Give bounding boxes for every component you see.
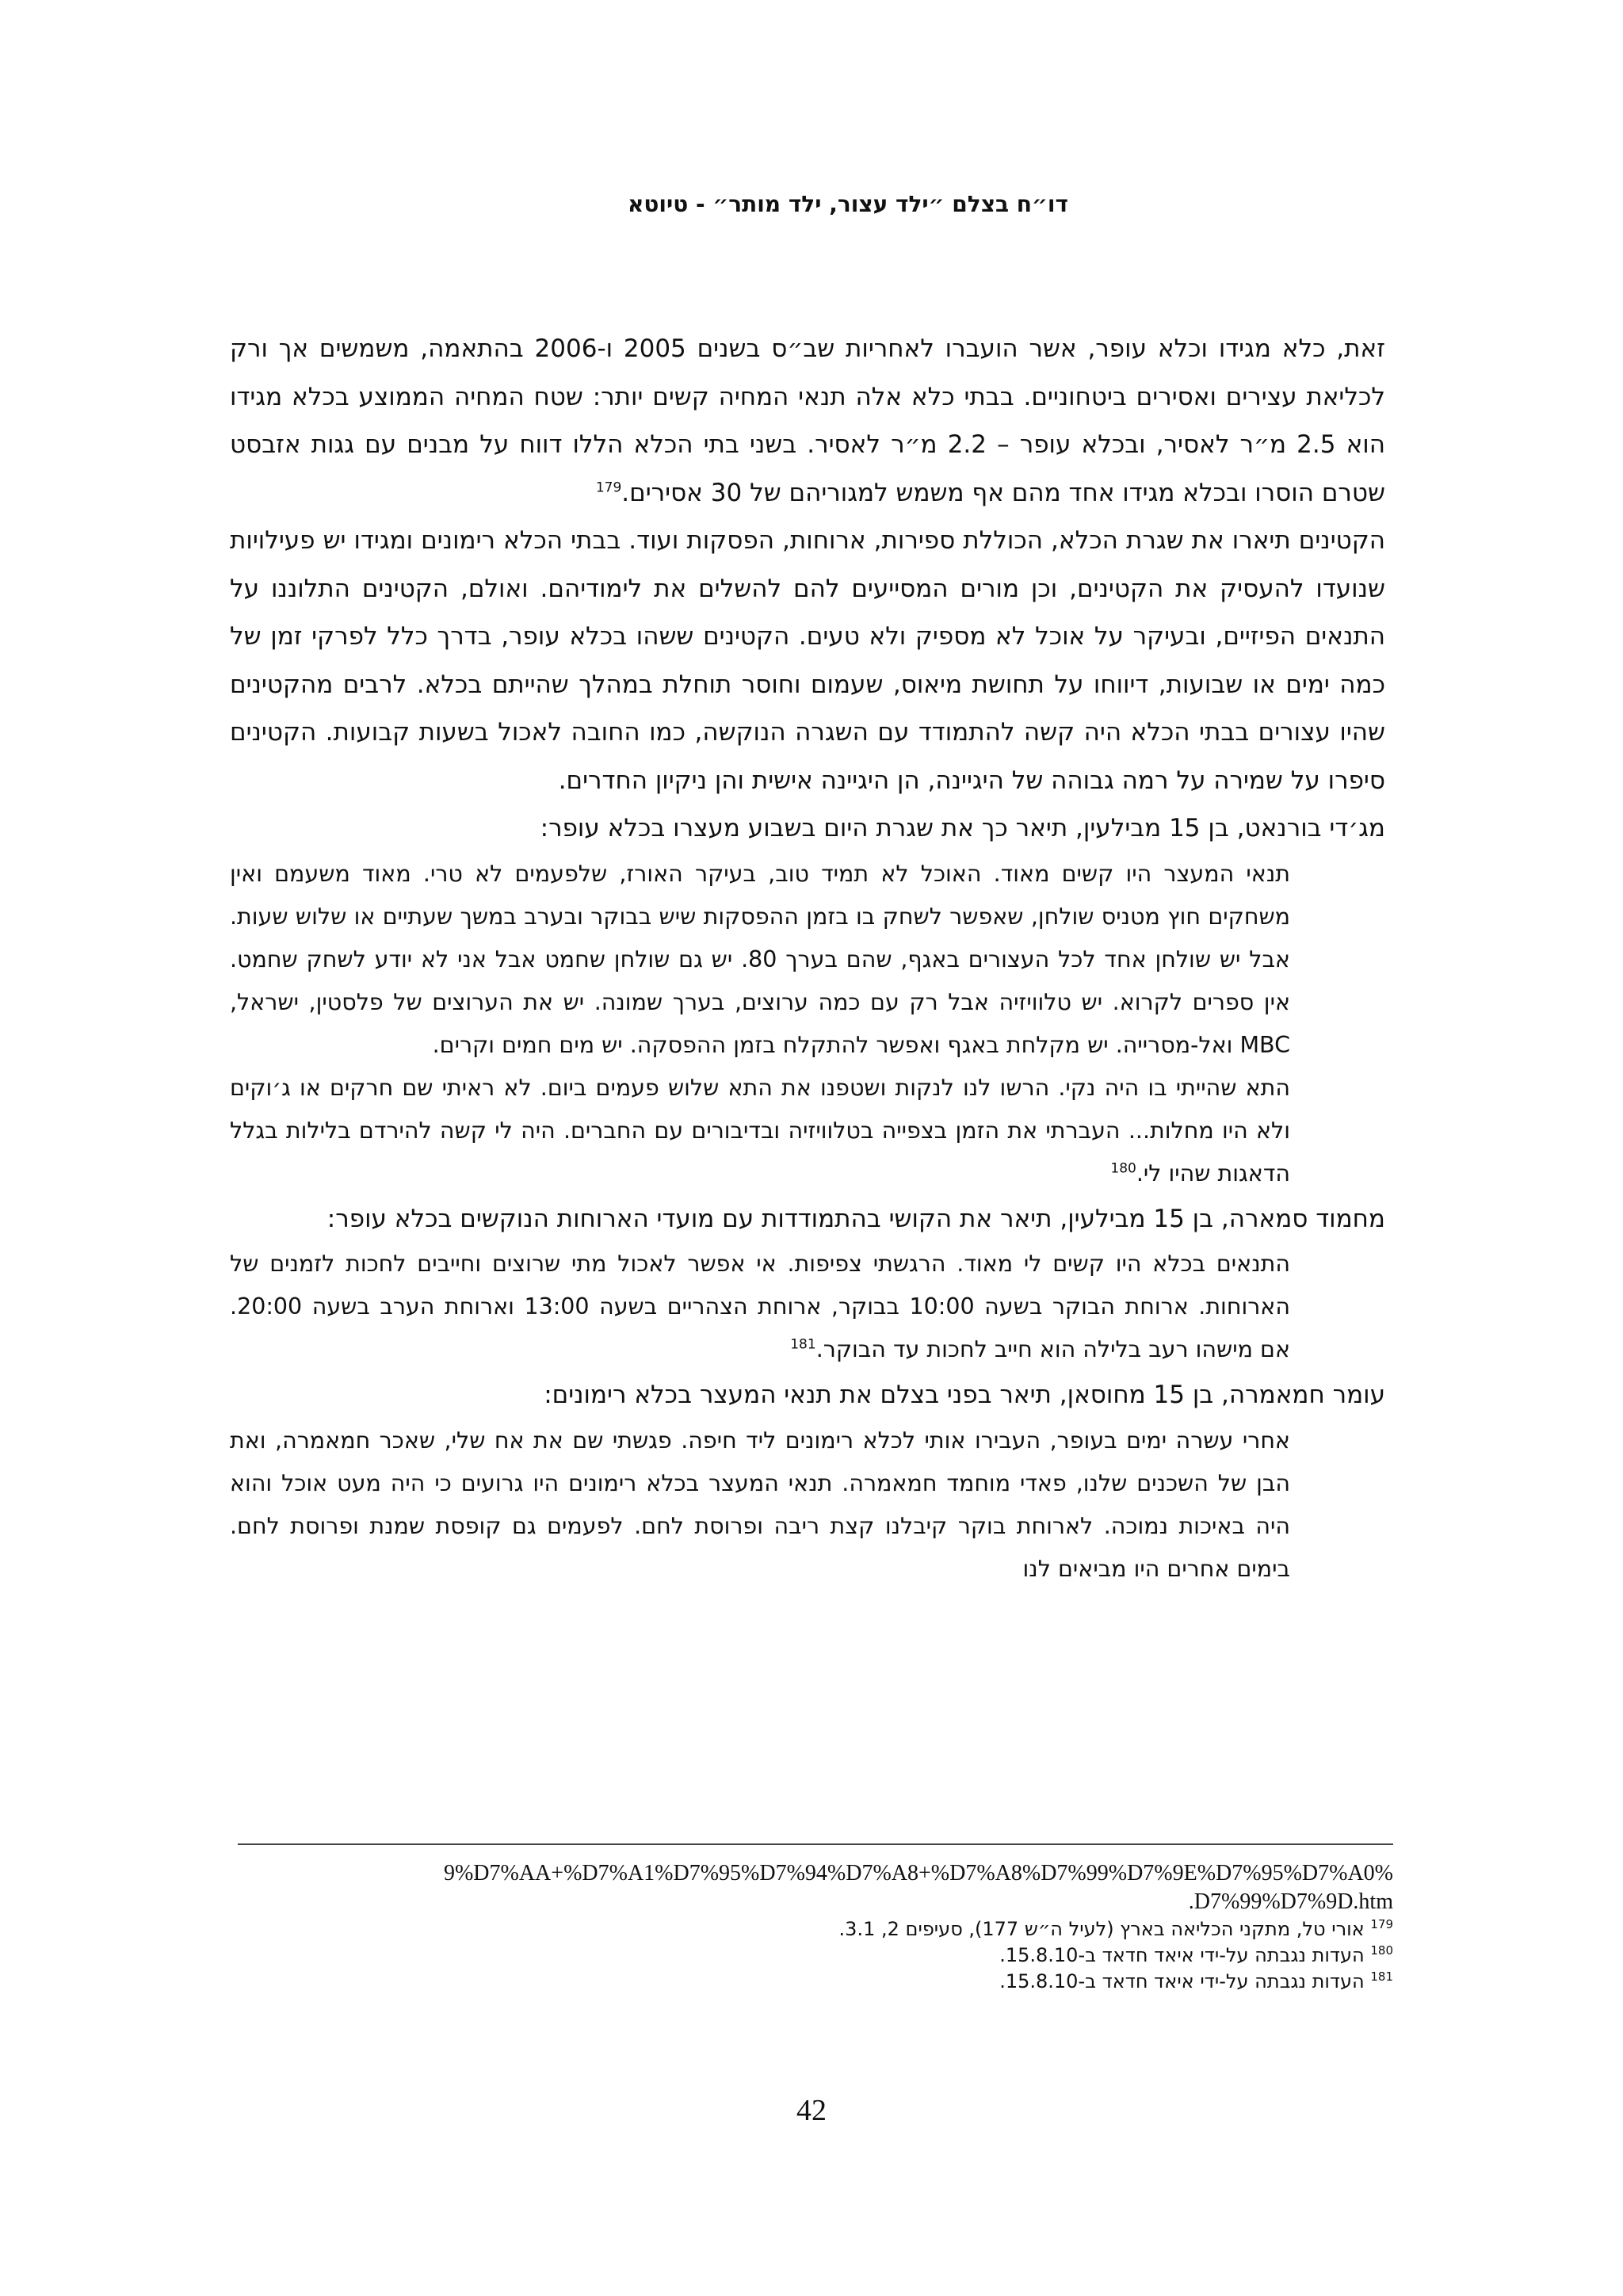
footnote-179: [230, 1916, 1393, 1943]
footnote-number: 179: [1370, 1917, 1393, 1931]
testimony-intro-omar: עומר חמאמרה, בן 15 מחוסאן, תיאר בפני בצלם את תנאי המעצר בכלא רימונים:: [544, 1381, 1385, 1409]
quote-paragraph: [230, 1243, 1290, 1371]
paragraph-routine: הקטינים תיארו את שגרת הכלא, הכוללת ספירות, ארוחות, הפסקות ועוד. בבתי הכלא רימונים ומגידו יש פעילויות שנועדו להעסיק את הקטינים, וכן מורים המסייעים להם להשלים את לימודיהם. ואולם, הקטינים התלוננו על התנאים הפיזיים, ובעיקר על אוכל לא מספיק ולא טעים. הקטינים ששהו בכלא עופר, בדרך כלל לפרקי זמן של כמה ימים או שבועות, דיווחו על תחושת מיאוס, שעמום וחוסר תוחלת במהלך שהייתם בכלא. לרבים מהקטינים שהיו עצורים בבתי הכלא היה קשה להתמודד עם השגרה הנוקשה, כמו החובה לאכול בשעות קבועות. הקטינים סיפרו על שמירה על רמה גבוהה של היגיינה, הן היגיינה אישית והן ניקיון החדרים.: [230, 526, 1385, 795]
footnote-separator: [238, 1843, 1393, 1845]
paragraph-text: זאת, כלא מגידו וכלא עופר, אשר הועברו לאחריות שב״ס בשנים 2005 ו-2006 בהתאמה, משמשים אך ורק לכליאת עצירים ואסירים ביטחוניים. בבתי כלא אלה תנאי המחיה קשים יותר: שטח המחיה הממוצע בכלא מגידו הוא 2.5 מ״ר לאסיר, ובכלא עופר – 2.2 מ״ר לאסיר. בשני בתי הכלא הללו דווח על מבנים עם גגות אזבסט שטרם הוסרו ובכלא מגידו אחד מהם אף משמש למגוריהם של 30 אסירים.: [230, 334, 1385, 507]
quote-paragraph: אחרי עשרה ימים בעופר, העבירו אותי לכלא רימונים ליד חיפה. פגשתי שם את אח שלי, שאכר חמאמרה, ואת הבן של השכנים שלנו, פאדי מוחמד חמאמרה. תנאי המעצר בכלא רימונים היו גרועים כי היה מעט אוכל והוא היה באיכות נמוכה. לארוחת בוקר קיבלנו קצת ריבה ופרוסת לחם. לפעמים גם קופסת שמנת ופרוסת לחם. בימים אחרים היו מביאים לנו: [230, 1427, 1290, 1582]
footnote-ref[interactable]: 180: [1110, 1160, 1136, 1176]
footnote-text: אורי טל, מתקני הכליאה בארץ (לעיל ה״ש 177), סעיפים 2, 3.1.: [838, 1918, 1365, 1940]
testimony-quote-majdi: [230, 853, 1338, 1195]
page-number: 42: [796, 2094, 827, 2127]
testimony-quote-omar: [230, 1419, 1338, 1591]
running-header: דו״ח בצלם ״ילד עצור, ילד מותר״ - טיוטא: [627, 191, 1068, 217]
testimony-intro-mahmoud: מחמוד סמארה, בן 15 מבילעין, תיאר את הקושי בהתמודדות עם מועדי הארוחות הנוקשים בכלא עופר:: [327, 1204, 1385, 1233]
paragraph-prison-conditions: [230, 325, 1385, 517]
footnote-text: העדות נגבתה על-ידי איאד חדאד ב-15.8.10.: [999, 1944, 1365, 1966]
footnote-180: [230, 1943, 1393, 1969]
footnotes-section: [230, 1859, 1393, 1995]
footnote-ref[interactable]: 179: [595, 479, 622, 496]
footnote-text: העדות נגבתה על-ידי איאד חדאד ב-15.8.10.: [999, 1970, 1365, 1992]
quote-text: התנאים בכלא היו קשים לי מאוד. הרגשתי צפיפות. אי אפשר לאכול מתי שרוצים וחייבים לחכות לזמנים של הארוחות. ארוחת הבוקר בשעה 10:00 בבוקר, ארוחת הצהריים בשעה 13:00 וארוחת הערב בשעה 20:00. אם מישהו רעב בלילה הוא חייב לחכות עד הבוקר.: [230, 1251, 1290, 1362]
footnote-ref[interactable]: 181: [790, 1336, 816, 1353]
quote-paragraph: תנאי המעצר היו קשים מאוד. האוכל לא תמיד טוב, בעיקר האורז, שלפעמים לא טרי. מאוד משעמם ואין משחקים חוץ מטניס שולחן, שאפשר לשחק בו בזמן ההפסקות שיש בבוקר ובערב במשך שעתיים או שלוש שעות. אבל יש שולחן אחד לכל העצורים באגף, שהם בערך 80. יש גם שולחן שחמט אבל אני לא יודע לשחק שחמט. אין ספרים לקרוא. יש טלוויזיה אבל רק עם כמה ערוצים, בערך שמונה. יש את הערוצים של פלסטין, ישראל, MBC ואל-מסרייה. יש מקלחת באגף ואפשר להתקלח בזמן ההפסקה. יש מים חמים וקרים.: [230, 860, 1290, 1058]
testimony-intro-majdi: מג׳די בורנאט, בן 15 מבילעין, תיאר כך את שגרת היום בשבוע מעצרו בכלא עופר:: [540, 814, 1385, 842]
quote-paragraph: [230, 1067, 1290, 1195]
footnote-url-continuation: .D7%99%D7%9D.htm: [1188, 1889, 1393, 1914]
footnote-url-continuation: 9%D7%AA+%D7%A1%D7%95%D7%94%D7%A8+%D7%A8%D7%99%D7%9E%D7%95%D7%A0%: [443, 1861, 1393, 1885]
footnote-number: 181: [1370, 1969, 1393, 1984]
quote-text: התא שהייתי בו היה נקי. הרשו לנו לנקות ושטפנו את התא שלוש פעמים ביום. לא ראיתי שם חרקים או ג׳וקים ולא היו מחלות... העברתי את הזמן בצפייה בטלוויזיה ובדיבורים עם החברים. היה לי קשה להירדם בלילות בגלל הדאגות שהיו לי.: [230, 1074, 1290, 1186]
footnote-number: 180: [1370, 1943, 1393, 1958]
main-body: [230, 325, 1385, 1591]
footnote-181: [230, 1969, 1393, 1995]
testimony-quote-mahmoud: [230, 1243, 1338, 1371]
